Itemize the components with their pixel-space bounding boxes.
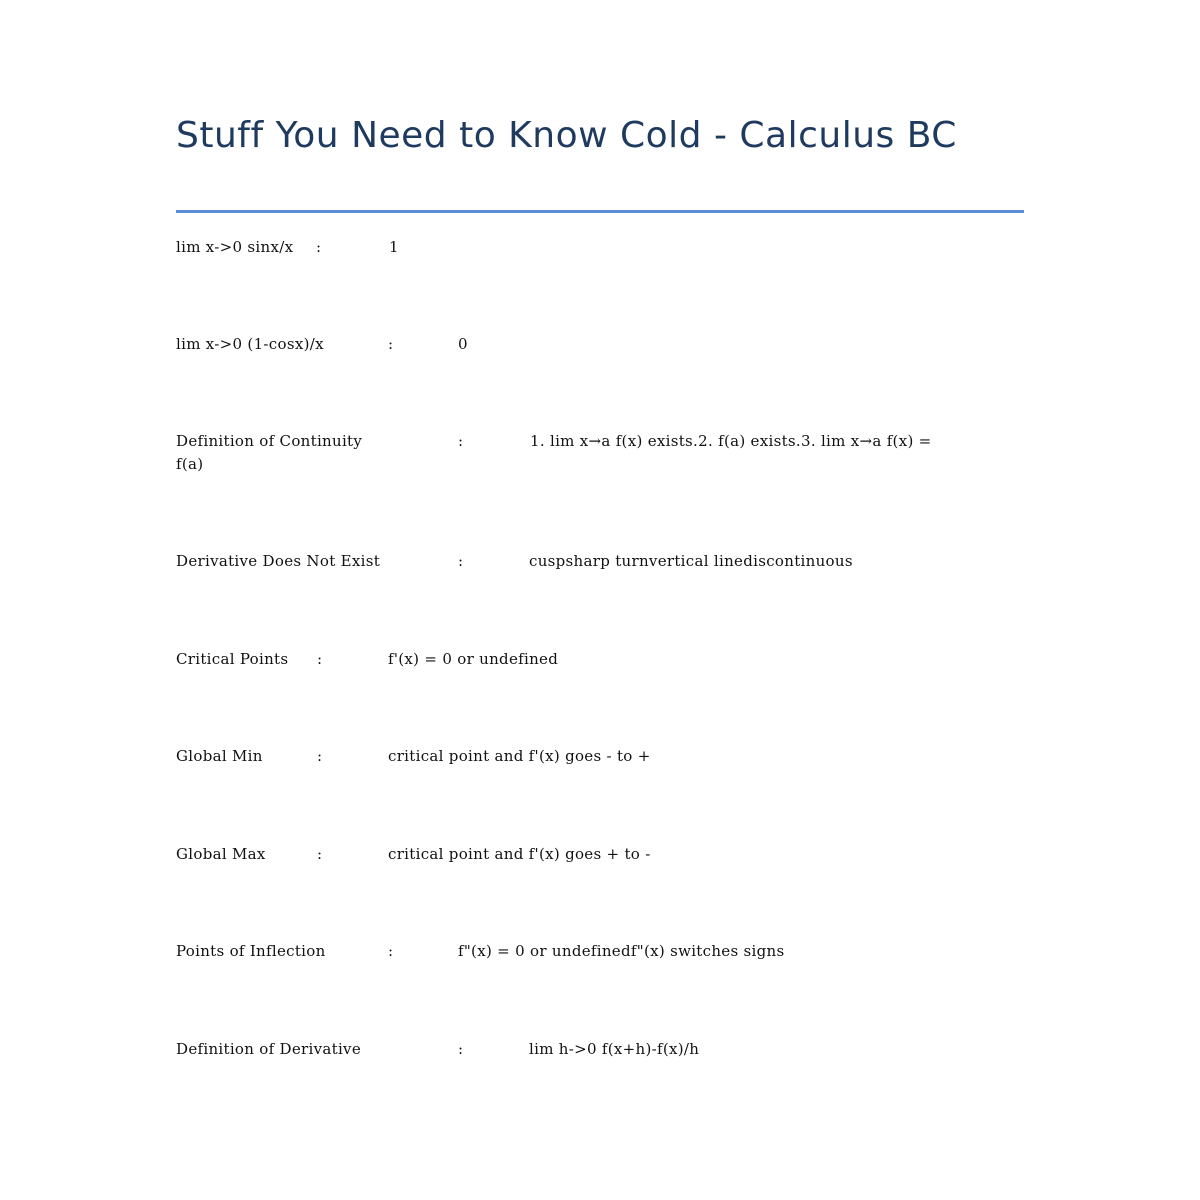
card-term: lim x->0 (1-cosx)/x bbox=[176, 335, 324, 353]
card-separator: : bbox=[317, 650, 323, 668]
card-separator: : bbox=[458, 552, 464, 570]
card-separator: : bbox=[316, 238, 322, 256]
card-definition: 1 bbox=[389, 238, 399, 256]
card-term: Definition of Continuity bbox=[176, 432, 363, 450]
card-separator: : bbox=[458, 432, 464, 450]
card-separator: : bbox=[317, 747, 323, 765]
card-definition: cuspsharp turnvertical linediscontinuous bbox=[529, 552, 853, 570]
card-term: Global Max bbox=[176, 845, 266, 863]
card-term: lim x->0 sinx/x bbox=[176, 238, 294, 256]
card-definition: f"(x) = 0 or undefinedf"(x) switches signs bbox=[458, 942, 785, 960]
card-definition: f'(x) = 0 or undefined bbox=[388, 650, 559, 668]
card-term: Definition of Derivative bbox=[176, 1040, 362, 1058]
card-term: Critical Points bbox=[176, 650, 289, 668]
card-definition: critical point and f'(x) goes - to + bbox=[388, 747, 651, 765]
card-definition: 0 bbox=[458, 335, 468, 353]
card-term: Points of Inflection bbox=[176, 942, 326, 960]
card-term: Global Min bbox=[176, 747, 263, 765]
card-definition: lim h->0 f(x+h)-f(x)/h bbox=[529, 1040, 700, 1058]
card-definition: critical point and f'(x) goes + to - bbox=[388, 845, 651, 863]
card-term: Derivative Does Not Exist bbox=[176, 552, 381, 570]
card-separator: : bbox=[388, 942, 394, 960]
document-title: Stuff You Need to Know Cold - Calculus BC bbox=[176, 115, 957, 156]
title-underline bbox=[176, 210, 1024, 213]
card-definition-continued: f(a) bbox=[176, 455, 204, 473]
card-separator: : bbox=[458, 1040, 464, 1058]
card-separator: : bbox=[388, 335, 394, 353]
card-definition: 1. lim x→a f(x) exists.2. f(a) exists.3. lim x→a f(x) = bbox=[530, 432, 932, 450]
card-separator: : bbox=[317, 845, 323, 863]
